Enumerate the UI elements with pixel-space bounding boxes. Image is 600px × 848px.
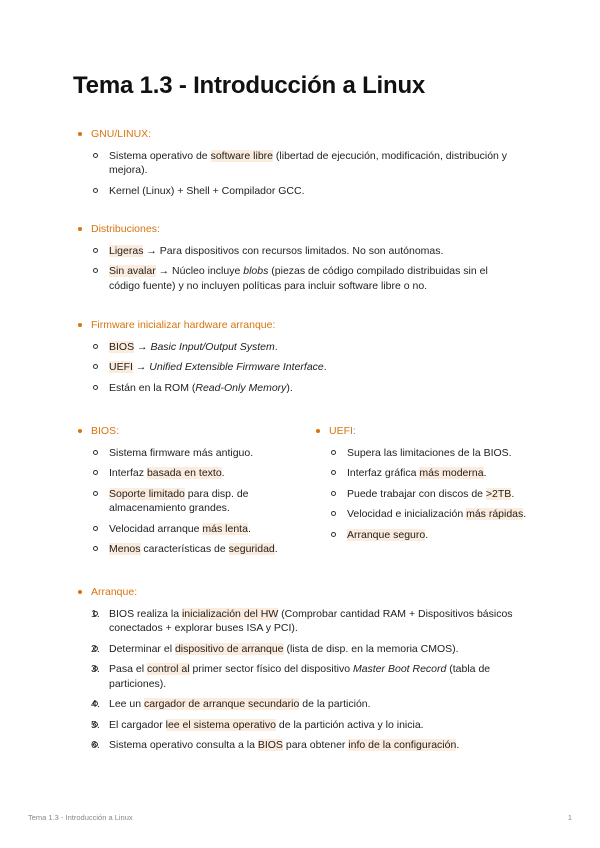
list-item: Soporte limitado para disp. de almacenamiento grandes. [91,487,287,516]
list-item: Interfaz gráfica más moderna. [329,466,543,481]
list-item: Menos características de seguridad. [91,542,287,557]
list-item: 5. El cargador lee el sistema operativo de la partición activa y lo inicia. [91,718,515,733]
list-item: 6. Sistema operativo consulta a la BIOS para obtener info de la configuración. [91,738,515,753]
section-heading: GNU/LINUX: [75,127,515,142]
list-item: Sistema firmware más antiguo. [91,446,287,461]
list-item: Arranque seguro. [329,528,543,543]
section-heading: UEFI: [313,424,543,439]
list-item: Kernel (Linux) + Shell + Compilador GCC. [91,184,515,199]
section-gnu-linux [75,127,515,204]
list-item: 2. Determinar el dispositivo de arranque (lista de disp. en la memoria CMOS). [91,642,515,657]
list-item: 3. Pasa el control al primer sector físico del dispositivo Master Boot Record (tabla de particiones). [91,662,515,691]
list-item: Interfaz basada en texto. [91,466,287,481]
list-item: Velocidad arranque más lenta. [91,522,287,537]
section-distribuciones [75,222,515,299]
list-item: 4. Lee un cargador de arranque secundario de la partición. [91,697,515,712]
page-title: Tema 1.3 - Introducción a Linux [73,72,426,99]
list-item: UEFI → Unified Extensible Firmware Interface. [91,360,515,375]
list-item: Velocidad e inicialización más rápidas. [329,507,543,522]
list-item: Sin avalar → Núcleo incluye blobs (piezas de código compilado distribuidas sin el código fuente) y no incluyen políticas para incluir software libre o no. [91,264,515,293]
list-item: Están en la ROM (Read-Only Memory). [91,381,515,396]
section-heading: Arranque: [75,585,515,600]
section-firmware [75,318,515,401]
page-number: 1 [567,813,572,822]
list-item: Puede trabajar con discos de >2TB. [329,487,543,502]
list-item: Supera las limitaciones de la BIOS. [329,446,543,461]
section-uefi [313,424,543,548]
footer-title: Tema 1.3 - Introducción a Linux [28,813,133,822]
list-item: Sistema operativo de software libre (libertad de ejecución, modificación, distribución y mejora). [91,149,515,178]
list-item: BIOS → Basic Input/Output System. [91,340,515,355]
section-bios [75,424,287,563]
section-arranque [75,585,515,759]
section-heading: BIOS: [75,424,287,439]
section-heading: Firmware inicializar hardware arranque: [75,318,515,333]
list-item: 1. BIOS realiza la inicialización del HW (Comprobar cantidad RAM + Dispositivos básicos conectados + explorar buses ISA y PCI). [91,607,515,636]
section-heading: Distribuciones: [75,222,515,237]
list-item: Ligeras → Para dispositivos con recursos limitados. No son autónomas. [91,244,515,259]
